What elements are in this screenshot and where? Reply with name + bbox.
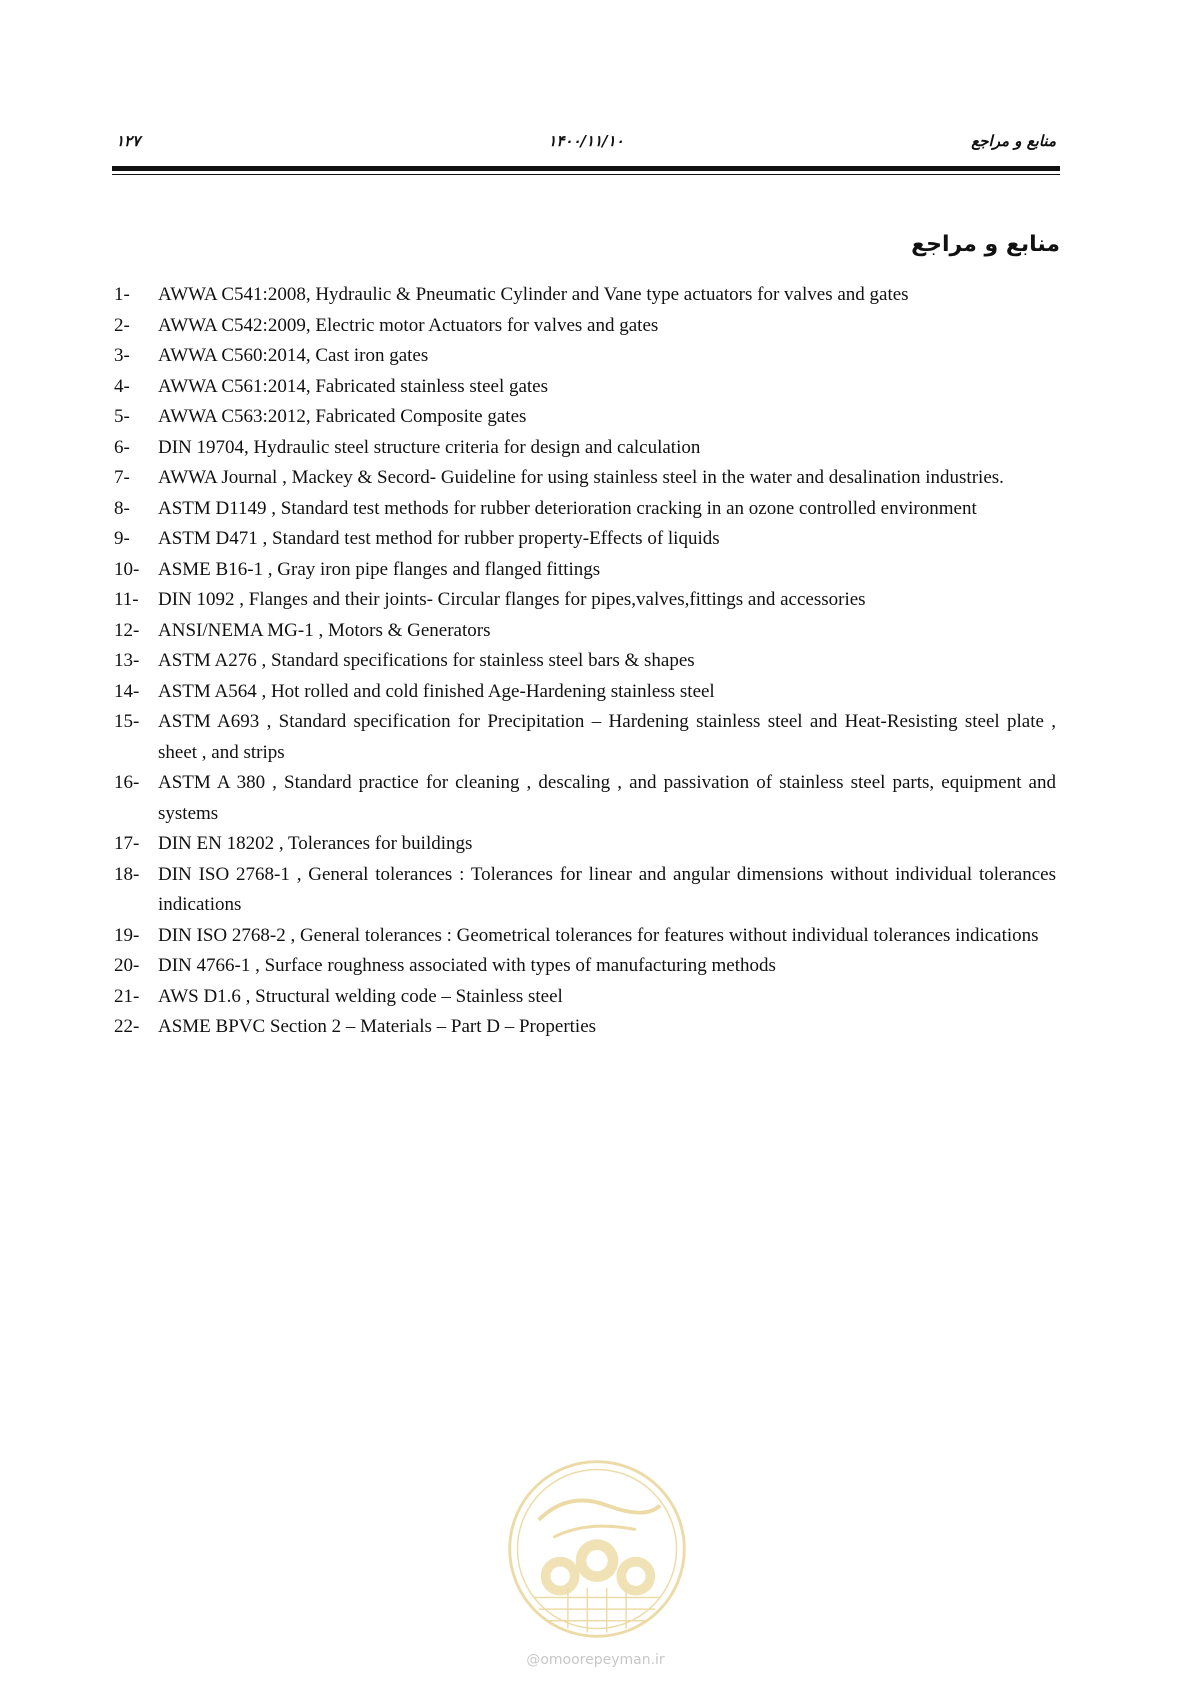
reference-number: 1-	[114, 284, 130, 305]
reference-text: DIN ISO 2768-2 , General tolerances : Geometrical tolerances for features without individual tolerances indications	[158, 924, 1039, 946]
reference-item	[112, 311, 1056, 342]
reference-number: 22-	[114, 1016, 140, 1037]
reference-item	[112, 951, 1056, 982]
reference-number: 7-	[114, 467, 130, 488]
reference-number: 16-	[114, 772, 140, 793]
header-rule-thin	[112, 174, 1060, 175]
reference-number: 10-	[114, 558, 140, 580]
reference-text: DIN ISO 2768-1 , General tolerances : Tolerances for linear and angular dimensions without individual tolerances indications	[158, 863, 1056, 915]
reference-text: ASTM A276 , Standard specifications for stainless steel bars & shapes	[158, 650, 695, 671]
references-list	[112, 280, 1056, 1043]
reference-text: AWWA Journal , Mackey & Secord- Guideline for using stainless steel in the water and desalination industries.	[158, 467, 1004, 488]
reference-number: 11-	[114, 589, 139, 610]
header-rule-thick	[112, 166, 1060, 171]
reference-text: DIN 4766-1 , Surface roughness associated with types of manufacturing methods	[158, 955, 776, 976]
watermark-logo	[500, 1452, 694, 1646]
reference-text: ASTM D471 , Standard test method for rubber property-Effects of liquids	[158, 528, 720, 549]
reference-item	[112, 280, 1056, 311]
reference-number: 14-	[114, 680, 140, 702]
reference-number: 5-	[114, 406, 130, 427]
reference-item	[112, 768, 1056, 829]
reference-number: 3-	[114, 345, 130, 366]
header-date: ۱۴۰۰/۱۱/۱۰	[548, 132, 624, 150]
reference-number: 12-	[114, 619, 140, 641]
reference-text: ASTM A 380 , Standard practice for cleaning , descaling , and passivation of stainless steel parts, equipment and systems	[158, 772, 1056, 824]
reference-item	[112, 585, 1056, 616]
reference-text: DIN EN 18202 , Tolerances for buildings	[158, 833, 473, 854]
reference-item	[112, 524, 1056, 555]
reference-item	[112, 646, 1056, 677]
reference-item	[112, 707, 1056, 768]
reference-item	[112, 829, 1056, 860]
reference-number: 18-	[114, 863, 140, 885]
reference-text: AWWA C542:2009, Electric motor Actuators for valves and gates	[158, 314, 659, 336]
section-title: منابع و مراجع	[911, 232, 1060, 257]
reference-number: 19-	[114, 924, 140, 946]
page-header	[112, 126, 1060, 154]
reference-number: 2-	[114, 314, 130, 336]
reference-item	[112, 860, 1056, 921]
reference-item	[112, 463, 1056, 494]
reference-text: ASME BPVC Section 2 – Materials – Part D – Properties	[158, 1016, 597, 1037]
reference-number: 4-	[114, 375, 130, 397]
reference-number: 20-	[114, 955, 140, 976]
reference-number: 8-	[114, 497, 130, 519]
reference-text: DIN 1092 , Flanges and their joints- Circular flanges for pipes,valves,fittings and accessories	[158, 589, 866, 610]
reference-item	[112, 1012, 1056, 1043]
reference-item	[112, 433, 1056, 464]
reference-item	[112, 494, 1056, 525]
reference-item	[112, 616, 1056, 647]
reference-number: 6-	[114, 436, 130, 458]
reference-number: 15-	[114, 711, 140, 732]
reference-item	[112, 402, 1056, 433]
reference-number: 9-	[114, 528, 130, 549]
reference-item	[112, 555, 1056, 586]
reference-text: ASME B16-1 , Gray iron pipe flanges and flanged fittings	[158, 558, 601, 580]
reference-number: 13-	[114, 650, 140, 671]
reference-item	[112, 677, 1056, 708]
watermark-url: @omoorepeyman.ir	[526, 1652, 665, 1668]
reference-text: AWWA C561:2014, Fabricated stainless steel gates	[158, 375, 549, 397]
running-title: منابع و مراجع	[971, 132, 1056, 150]
reference-text: ASTM A693 , Standard specification for Precipitation – Hardening stainless steel and Heat-Resisting steel plate , sheet , and strips	[158, 711, 1056, 763]
reference-item	[112, 921, 1056, 952]
reference-number: 17-	[114, 833, 140, 854]
reference-text: AWWA C560:2014, Cast iron gates	[158, 345, 429, 366]
reference-text: AWS D1.6 , Structural welding code – Stainless steel	[158, 985, 563, 1007]
reference-text: AWWA C541:2008, Hydraulic & Pneumatic Cylinder and Vane type actuators for valves and gates	[158, 284, 909, 305]
reference-item	[112, 982, 1056, 1013]
reference-text: ASTM D1149 , Standard test methods for rubber deterioration cracking in an ozone controlled environment	[158, 497, 977, 519]
reference-item	[112, 372, 1056, 403]
page-number: ۱۲۷	[116, 132, 141, 150]
reference-text: ANSI/NEMA MG-1 , Motors & Generators	[158, 619, 491, 641]
reference-text: ASTM A564 , Hot rolled and cold finished Age-Hardening stainless steel	[158, 680, 715, 702]
reference-number: 21-	[114, 985, 140, 1007]
reference-item	[112, 341, 1056, 372]
reference-text: DIN 19704, Hydraulic steel structure criteria for design and calculation	[158, 436, 701, 458]
reference-text: AWWA C563:2012, Fabricated Composite gates	[158, 406, 527, 427]
